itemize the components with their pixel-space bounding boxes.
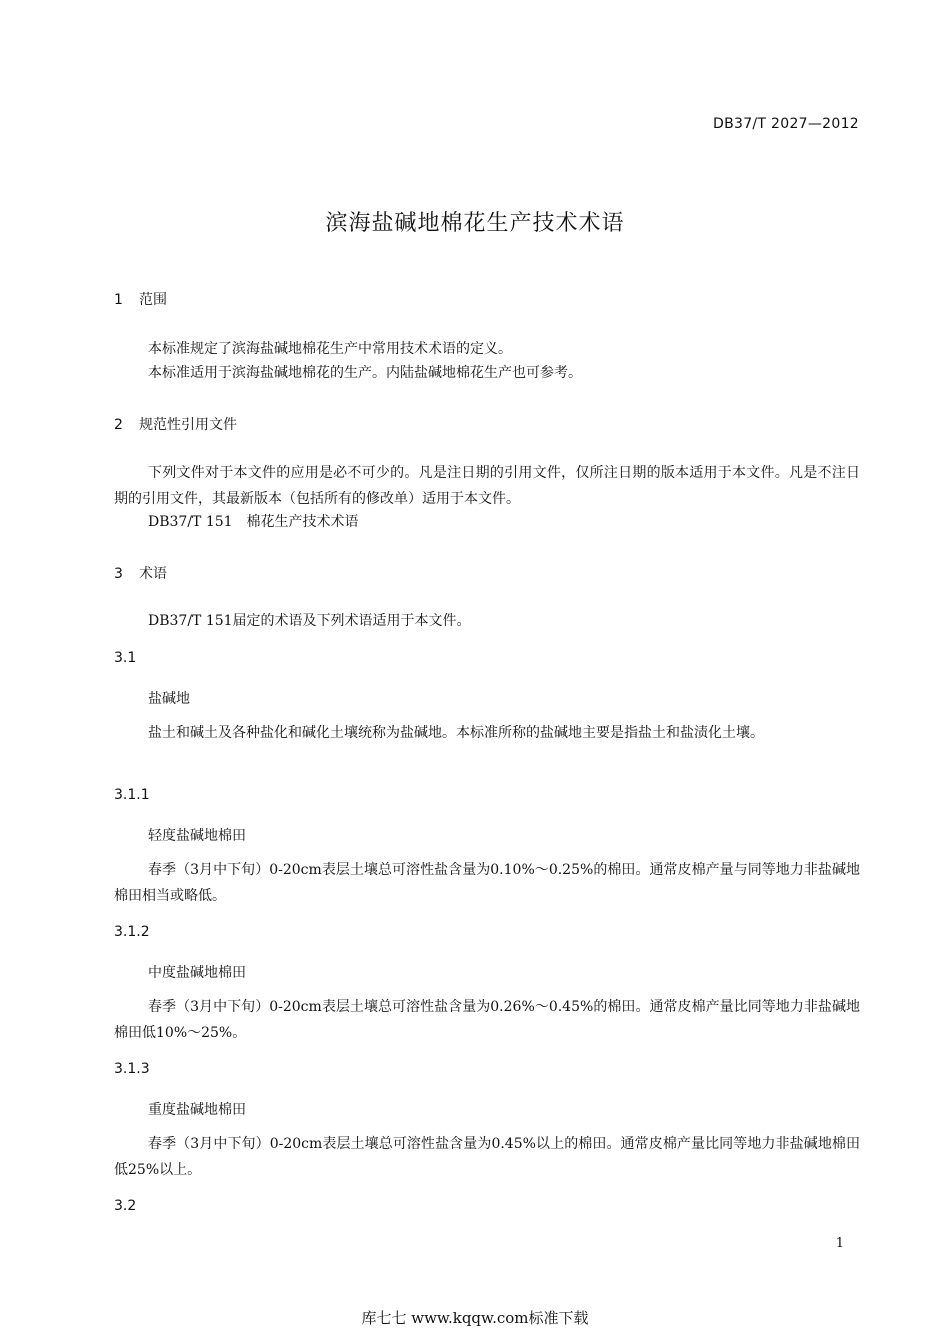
section-heading-terms (114, 563, 167, 583)
term-name: 重度盐碱地棉田 (148, 1102, 246, 1118)
paragraph: 本标准适用于滨海盐碱地棉花的生产。内陆盐碱地棉花生产也可参考。 (148, 365, 582, 381)
section-number: 2 (114, 417, 123, 433)
section-title: 范围 (139, 292, 167, 308)
page-number: 1 (835, 1236, 844, 1251)
section-title: 术语 (139, 566, 167, 582)
paragraph: 本标准规定了滨海盐碱地棉花生产中常用技术术语的定义。 (148, 341, 512, 357)
term-number: 3.1.1 (114, 787, 150, 803)
paragraph: 下列文件对于本文件的应用是必不可少的。凡是注日期的引用文件，仅所注日期的版本适用于本文件。凡是不注日期的引用文件，其最新版本（包括所有的修改单）适用于本文件。 (114, 465, 860, 507)
term-number: 3.1.3 (114, 1061, 150, 1077)
section-number: 1 (114, 292, 123, 308)
section-heading-scope (114, 289, 167, 309)
term-name: 中度盐碱地棉田 (148, 965, 246, 981)
term-definition: 春季（3月中下旬）0-20cm表层土壤总可溶性盐含量为0.26%～0.45%的棉田。通常皮棉产量比同等地力非盐碱地棉田低10%～25%。 (114, 999, 860, 1041)
section-title: 规范性引用文件 (139, 417, 237, 433)
reference-item: DB37/T 151 棉花生产技术术语 (148, 514, 359, 530)
term-name: 轻度盐碱地棉田 (148, 828, 246, 844)
document-title: 滨海盐碱地棉花生产技术术语 (325, 211, 625, 236)
section-number: 3 (114, 566, 123, 582)
term-definition: 春季（3月中下旬）0-20cm表层土壤总可溶性盐含量为0.45%以上的棉田。通常皮棉产量比同等地力非盐碱地棉田低25%以上。 (114, 1136, 860, 1178)
term-number: 3.2 (114, 1198, 137, 1214)
paragraph: DB37/T 151届定的术语及下列术语适用于本文件。 (148, 613, 471, 629)
term-name: 盐碱地 (148, 691, 190, 707)
term-number: 3.1 (114, 650, 137, 666)
footer-watermark: 库七七 www.kqqw.com标准下载 (361, 1309, 589, 1327)
term-definition: 春季（3月中下旬）0-20cm表层土壤总可溶性盐含量为0.10%～0.25%的棉田。通常皮棉产量与同等地力非盐碱地棉田相当或略低。 (114, 862, 860, 904)
term-number: 3.1.2 (114, 924, 150, 940)
term-definition: 盐土和碱土及各种盐化和碱化土壤统称为盐碱地。本标准所称的盐碱地主要是指盐土和盐渍化土壤。 (148, 725, 764, 741)
document-code: DB37/T 2027—2012 (713, 116, 859, 132)
section-heading-normative-references (114, 414, 237, 434)
